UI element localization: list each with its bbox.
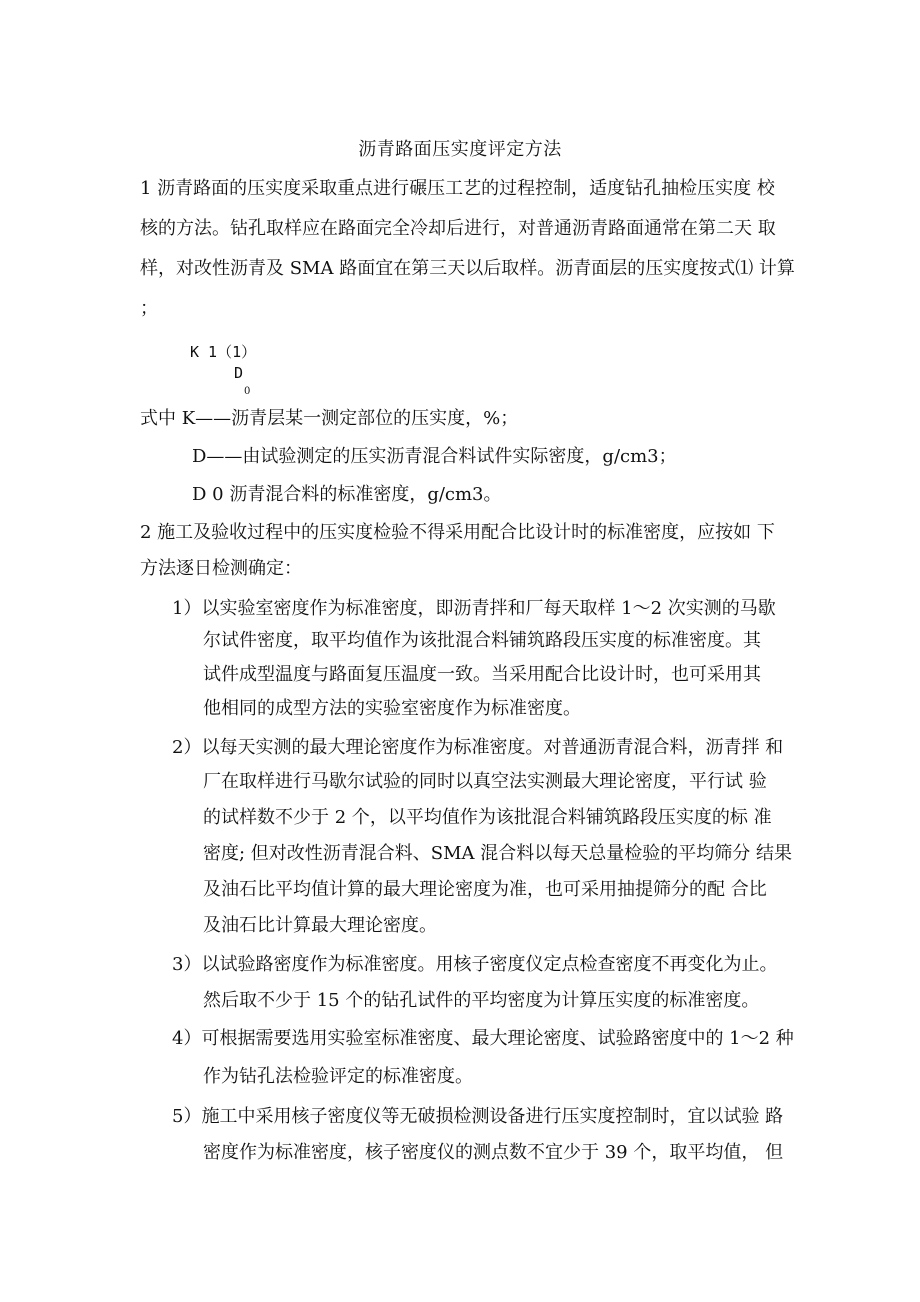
item5-line-1: 5）施工中采用核子密度仪等无破损检测设备进行压实度控制时，宜以试验 路 xyxy=(172,1106,784,1127)
section1-line-1: 1 沥青路面的压实度采取重点进行碾压工艺的过程控制，适度钻孔抽检压实度 校 xyxy=(140,178,775,199)
formula-subscript: 0 xyxy=(244,386,251,397)
section2-line-1: 2 施工及验收过程中的压实度检验不得采用配合比设计时的标准密度，应按如 下 xyxy=(140,522,775,543)
section2-line-2: 方法逐日检测确定： xyxy=(140,558,302,579)
page-title: 沥青路面压实度评定方法 xyxy=(358,139,562,160)
item1-line-3: 试件成型温度与路面复压温度一致。当采用配合比设计时，也可采用其 xyxy=(203,664,761,685)
item2-line-1: 2）以每天实测的最大理论密度作为标准密度。对普通沥青混合料，沥青拌 和 xyxy=(172,737,784,758)
section1-line-2: 核的方法。钻孔取样应在路面完全冷却后进行，对普通沥青路面通常在第二天 取 xyxy=(140,218,776,239)
formula-denominator: D xyxy=(234,364,244,382)
item1-line-2: 尔试件密度，取平均值作为该批混合料铺筑路段压实度的标准密度。其 xyxy=(203,630,761,651)
item4-line-2: 作为钻孔法检验评定的标准密度。 xyxy=(203,1066,473,1087)
definition-d0: D 0 沥青混合料的标准密度，g/cm3。 xyxy=(192,484,502,505)
item2-line-2: 厂在取样进行马歇尔试验的同时以真空法实测最大理论密度，平行试 验 xyxy=(203,771,767,792)
item4-line-1: 4）可根据需要选用实验室标准密度、最大理论密度、试验路密度中的 1～2 种 xyxy=(172,1028,794,1049)
definition-k: 式中 K——沥青层某一测定部位的压实度，%； xyxy=(140,408,519,429)
section1-line-4: ； xyxy=(140,298,158,319)
item2-line-5: 及油石比平均值计算的最大理论密度为准，也可采用抽提筛分的配 合比 xyxy=(203,879,767,900)
item5-line-2: 密度作为标准密度，核子密度仪的测点数不宜少于 39 个，取平均值， 但 xyxy=(203,1142,784,1163)
formula-expression: K 1（1） xyxy=(190,343,257,361)
item3-line-2: 然后取不少于 15 个的钻孔试件的平均密度为计算压实度的标准密度。 xyxy=(203,990,760,1011)
item2-line-6: 及油石比计算最大理论密度。 xyxy=(203,915,437,936)
item1-line-1: 1）以实验室密度作为标准密度，即沥青拌和厂每天取样 1～2 次实测的马歇 xyxy=(172,598,776,619)
item1-line-4: 他相同的成型方法的实验室密度作为标准密度。 xyxy=(203,698,581,719)
item2-line-4: 密度; 但对改性沥青混合料、SMA 混合料以每天总量检验的平均筛分 结果 xyxy=(203,843,792,864)
section1-line-3: 样，对改性沥青及 SMA 路面宜在第三天以后取样。沥青面层的压实度按式⑴ 计算 xyxy=(140,258,795,279)
item2-line-3: 的试样数不少于 2 个，以平均值作为该批混合料铺筑路段压实度的标 准 xyxy=(203,807,772,828)
definition-d: D——由试验测定的压实沥青混合料试件实际密度，g/cm3； xyxy=(192,446,677,467)
item3-line-1: 3）以试验路密度作为标准密度。用核子密度仪定点检查密度不再变化为止。 xyxy=(172,954,778,975)
